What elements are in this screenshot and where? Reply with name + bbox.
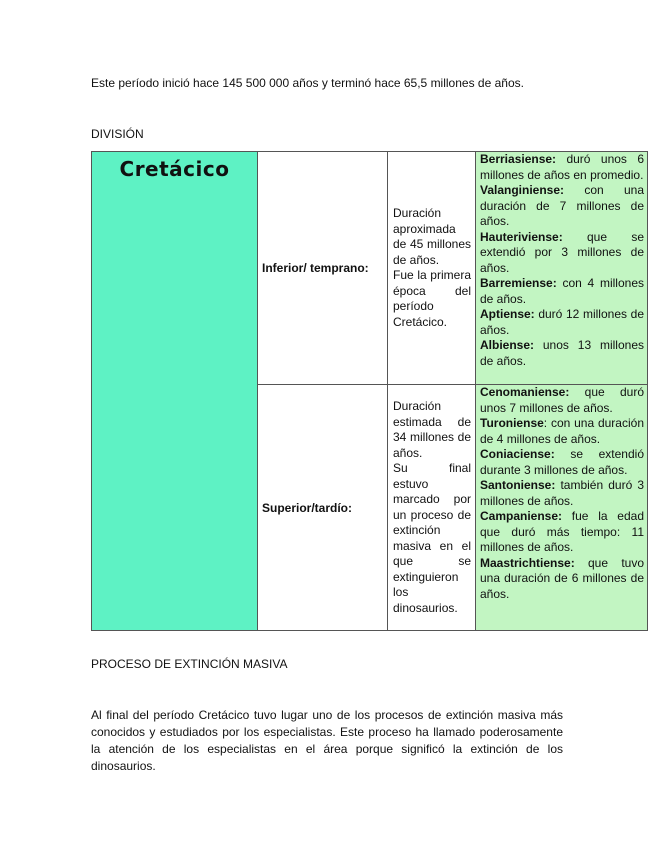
- age-item: [480, 385, 644, 416]
- description-line: Duración aproximada de 45 millones de años.: [393, 206, 471, 267]
- description-cell: [388, 152, 476, 385]
- description-line: Duración estimada de 34 millones de años.: [393, 399, 471, 460]
- age-item: [480, 447, 644, 478]
- age-text: que tuvo una duración de 6 millones de años.: [480, 555, 644, 601]
- age-item: [480, 276, 644, 307]
- age-name: Hauteriviense:: [480, 229, 563, 244]
- cretaceous-division-table: [91, 151, 648, 631]
- age-text: que se extendió por 3 millones de años.: [480, 229, 644, 275]
- age-text: unos 13 millones de años.: [480, 338, 644, 368]
- table-row: [92, 152, 648, 385]
- extinction-paragraph: Al final del período Cretácico tuvo lugar uno de los procesos de extinción masiva más conocidos y estudiados por los especialistas. Este proceso ha llamado poderosamente la atención de los especialistas en el área porque significó la extinción de los dinosaurios.: [91, 708, 563, 773]
- age-item: [480, 478, 644, 509]
- age-item: [480, 338, 644, 369]
- age-name: Maastrichtiense:: [480, 555, 575, 570]
- age-name: Campaniense:: [480, 509, 563, 523]
- age-text: se extendió durante 3 millones de años.: [480, 447, 644, 477]
- age-text: : con una duración de 4 millones de años.: [480, 416, 644, 446]
- age-text: duró unos 6 millones de años en promedio.: [480, 152, 644, 182]
- age-text: fue la edad que duró más tiempo: 11 millones de años.: [480, 509, 644, 554]
- age-item: [480, 152, 644, 183]
- period-cell: [92, 152, 258, 631]
- age-name: Barremiense:: [480, 276, 557, 290]
- epoch-cell: Superior/tardío:: [258, 385, 388, 631]
- description-line: Su final estuvo marcado por un proceso de extinción masiva en el que se extinguieron los dinosaurios.: [393, 461, 471, 615]
- age-name: Coniaciense:: [480, 447, 555, 461]
- age-text: con 4 millones de años.: [480, 276, 644, 306]
- ages-cell: [476, 385, 648, 631]
- age-item: [480, 230, 644, 277]
- age-name: Turoniense: [480, 416, 544, 430]
- age-text: que duró unos 7 millones de años.: [480, 385, 644, 415]
- division-heading: DIVISIÓN: [91, 127, 144, 141]
- age-name: Berriasiense:: [480, 152, 557, 166]
- age-text: también duró 3 millones de años.: [480, 478, 644, 508]
- age-item: [480, 183, 644, 230]
- age-name: Valanginiense:: [480, 183, 565, 197]
- extinction-heading: PROCESO DE EXTINCIÓN MASIVA: [91, 657, 288, 671]
- age-text: con una duración de 7 millones de años.: [480, 183, 644, 228]
- age-item: [480, 416, 644, 447]
- age-name: Santoniense:: [480, 478, 556, 492]
- age-name: Aptiense:: [480, 307, 535, 321]
- description-cell: [388, 385, 476, 631]
- age-item: [480, 307, 644, 338]
- age-item: [480, 509, 644, 556]
- age-item: [480, 556, 644, 603]
- age-name: Cenomaniense:: [480, 385, 570, 399]
- intro-paragraph: Este período inició hace 145 500 000 años y terminó hace 65,5 millones de años.: [91, 76, 524, 90]
- age-text: duró 12 millones de años.: [480, 307, 644, 337]
- description-line: Fue la primera época del período Cretácico.: [393, 268, 471, 329]
- ages-cell: [476, 152, 648, 385]
- epoch-cell: Inferior/ temprano:: [258, 152, 388, 385]
- age-name: Albiense:: [480, 338, 535, 352]
- period-title: Cretácico: [119, 157, 230, 181]
